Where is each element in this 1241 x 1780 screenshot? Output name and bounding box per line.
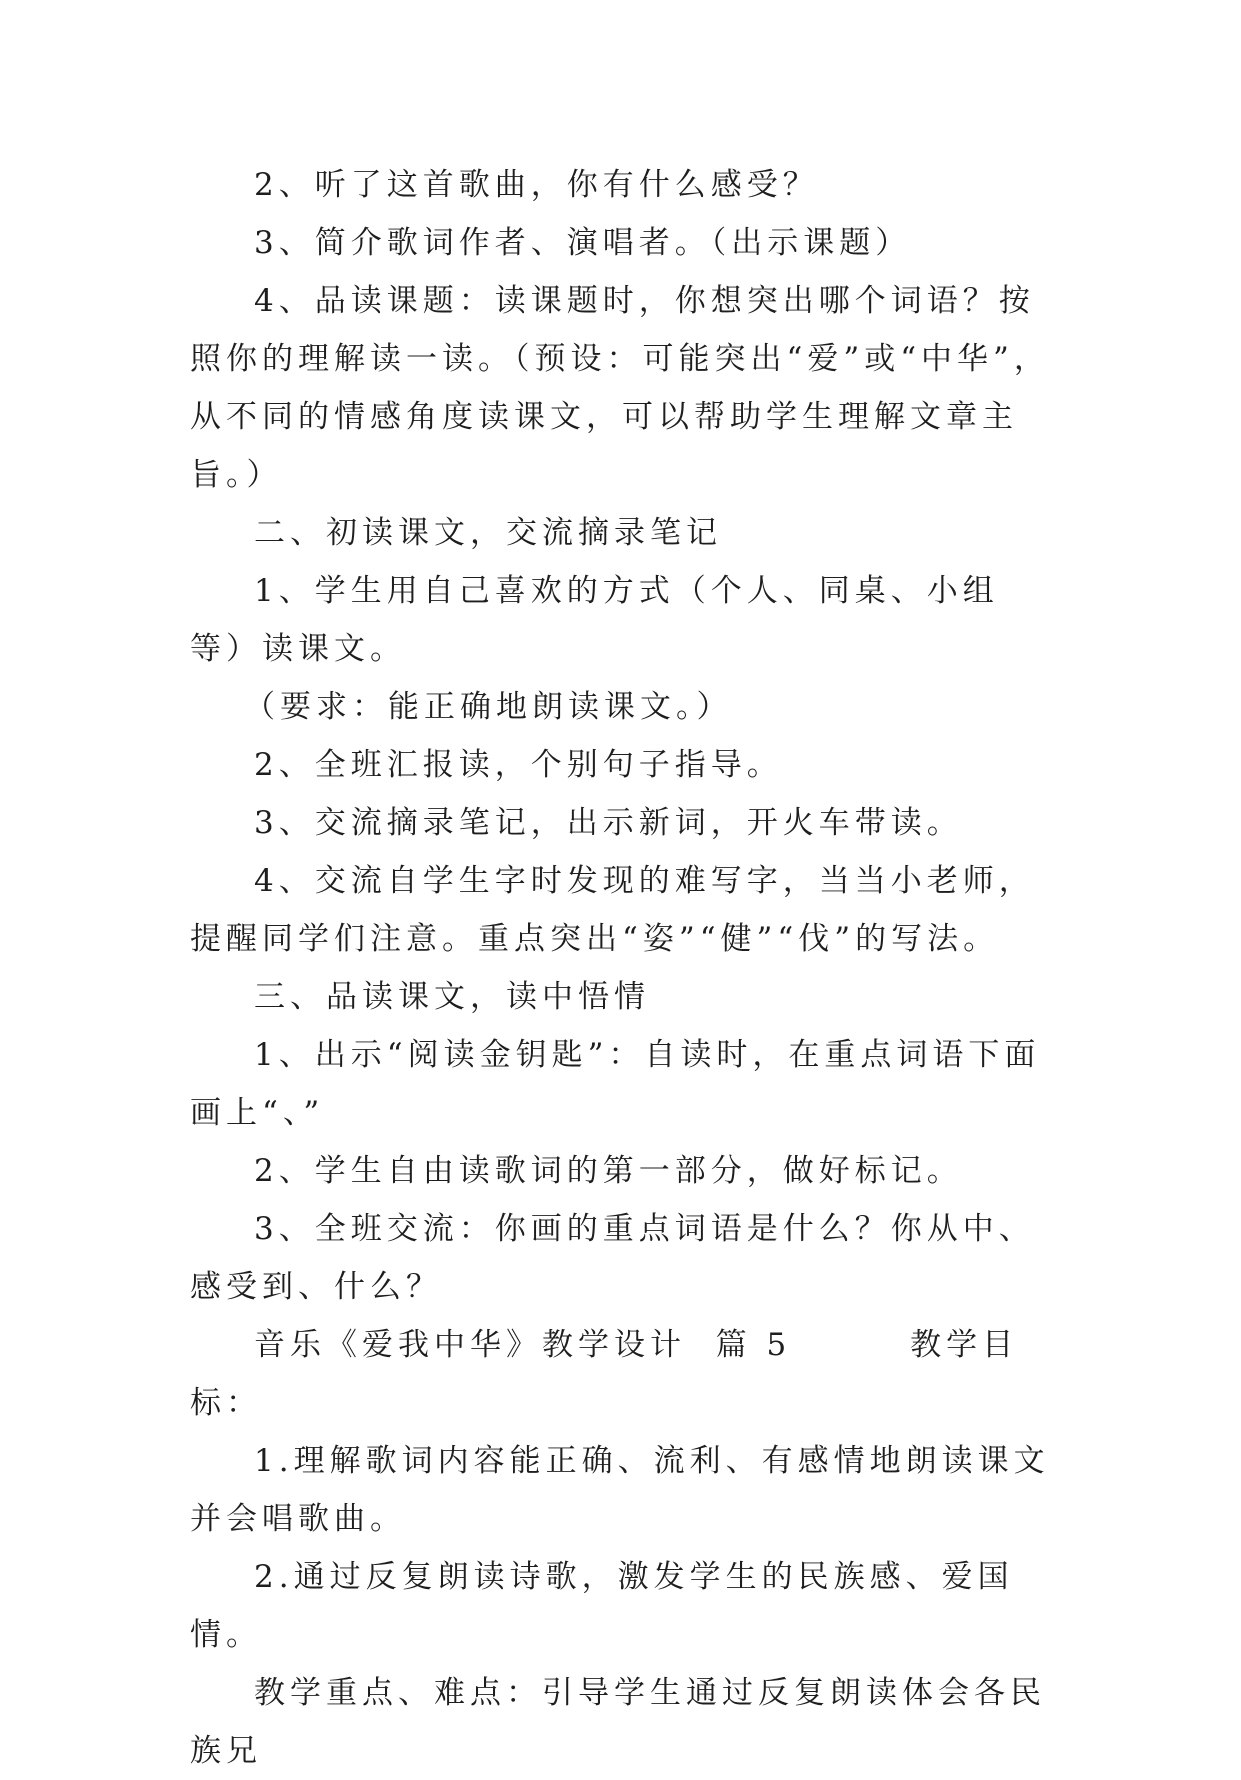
section-heading-3: 三、品读课文，读中悟情 — [254, 979, 650, 1015]
document-body — [190, 156, 1050, 1780]
paragraph-1: 2、听了这首歌曲，你有什么感受？ — [254, 167, 819, 203]
paragraph-6: （要求：能正确地朗读课文。） — [244, 689, 733, 725]
paragraph-13: 3、全班交流：你画的重点词语是什么？你从中、感受到、什么？ — [190, 1211, 1035, 1305]
paragraph-12: 2、学生自由读歌词的第一部分，做好标记。 — [254, 1153, 963, 1189]
paragraph-2: 3、简介歌词作者、演唱者。（出示课题） — [254, 225, 912, 261]
key-points-line: 教学重点、难点：引导学生通过反复朗读体会各民族兄 — [190, 1675, 1046, 1769]
paragraph-5: 1、学生用自己喜欢的方式（个人、同桌、小组等）读课文。 — [190, 573, 999, 667]
lesson-title-line: 音乐《爱我中华》教学设计 篇 5 教学目标： — [190, 1327, 1019, 1421]
paragraph-8: 3、交流摘录笔记，出示新词，开火车带读。 — [254, 805, 963, 841]
paragraph-7: 2、全班汇报读，个别句子指导。 — [254, 747, 783, 783]
objective-1: 1.理解歌词内容能正确、流利、有感情地朗读课文并会唱歌曲。 — [190, 1443, 1050, 1537]
paragraph-3: 4、品读课题：读课题时，你想突出哪个词语？按照你的理解读一读。（预设：可能突出“爱”或“中华”，从不同的情感角度读课文，可以帮助学生理解文章主旨。） — [190, 283, 1050, 493]
objective-2: 2.通过反复朗读诗歌，激发学生的民族感、爱国情。 — [190, 1559, 1014, 1653]
section-heading-2: 二、初读课文，交流摘录笔记 — [254, 515, 722, 551]
paragraph-9: 4、交流自学生字时发现的难写字，当当小老师，提醒同学们注意。重点突出“姿”“健”“伐”的写法。 — [190, 863, 1035, 957]
paragraph-11: 1、出示“阅读金钥匙”：自读时，在重点词语下面画上“、” — [190, 1037, 1041, 1131]
